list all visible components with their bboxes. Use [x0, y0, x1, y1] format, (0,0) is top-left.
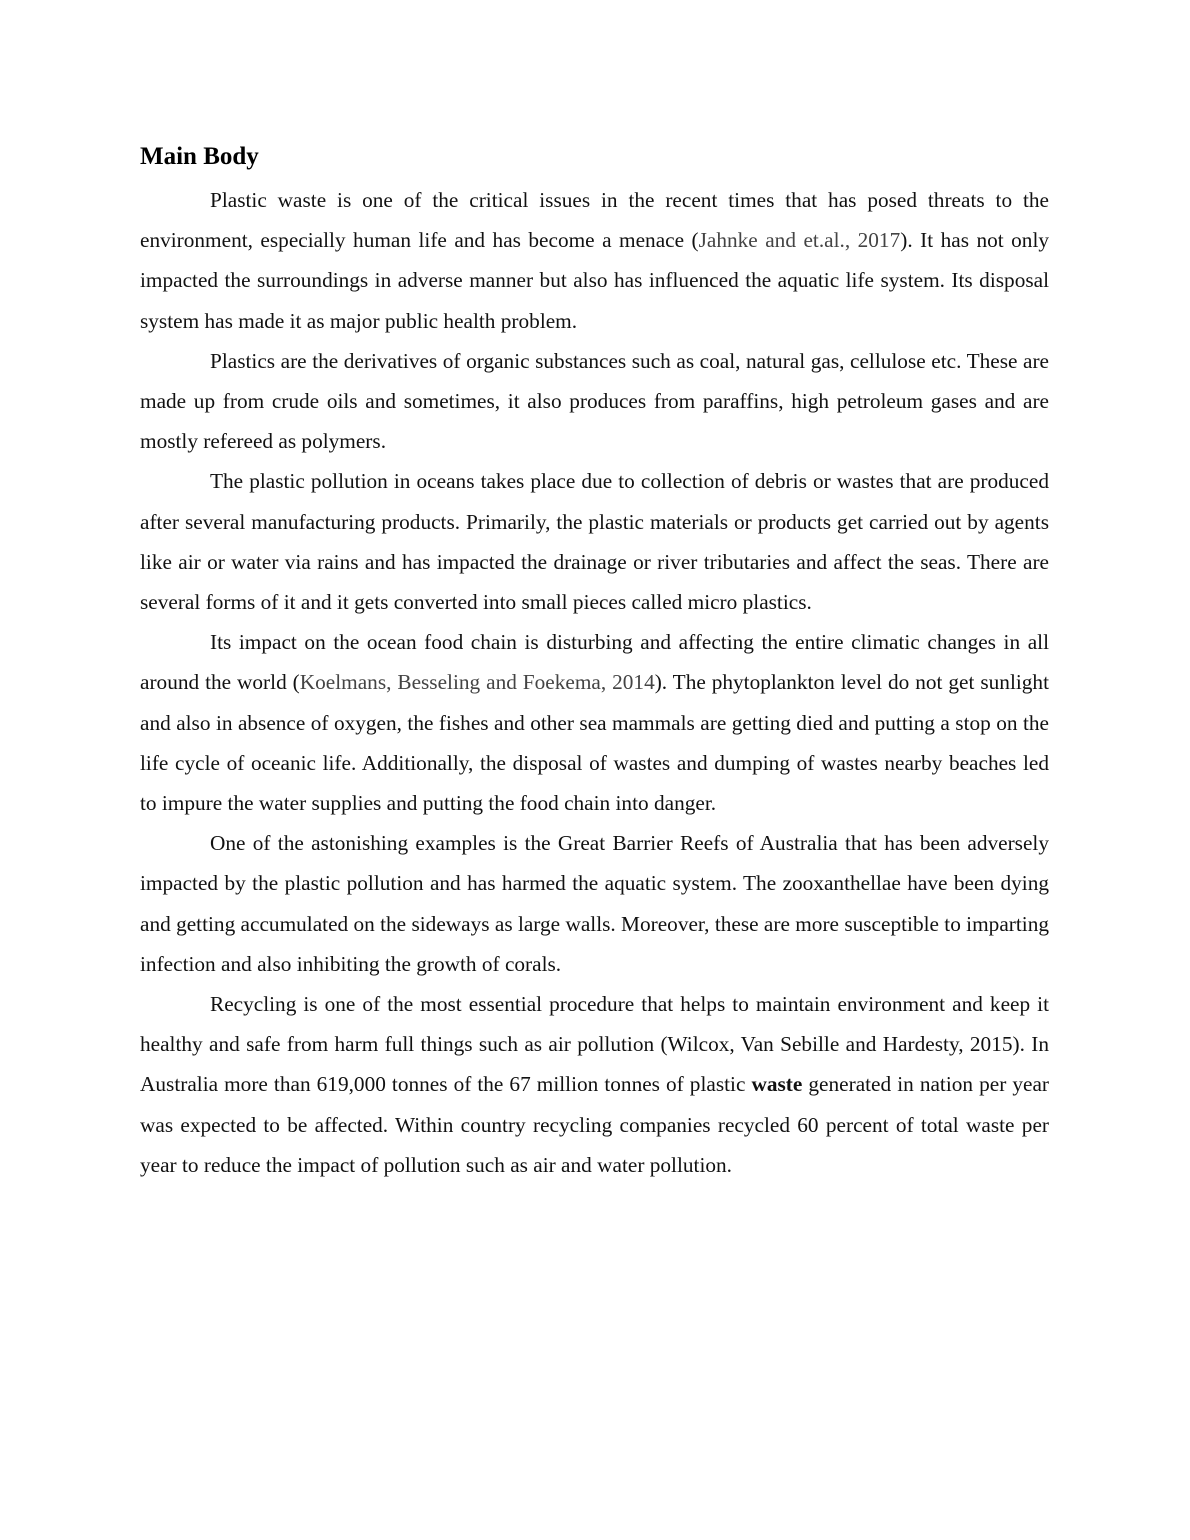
paragraph-text: ). The phytoplankton level do not get sunlight and also in absence of oxygen, the fishes and other sea mammals are getting died and putting a stop on the life cycle of oceanic life. Additionally, the disposal of wastes and dumping of wastes nearby beaches led to impure the water supplies and putting the food chain into danger. [140, 670, 1049, 816]
paragraph-text: Plastic waste is one of the critical issues in the recent times that has posed threats to the environment, especially human life and has become a menace ( [140, 188, 1049, 253]
paragraph-plastics-derivatives: Plastics are the derivatives of organic substances such as coal, natural gas, cellulose etc. These are made up from crude oils and sometimes, it also produces from paraffins, high petroleum gases and are mostly refereed as polymers. [140, 348, 1049, 454]
paragraph-recycling [140, 984, 1049, 1185]
paragraph-text: Its impact on the ocean food chain is disturbing and affecting the entire climatic changes in all around the world ( [140, 630, 1049, 695]
paragraph-text: ). It has not only impacted the surroundings in adverse manner but also has influenced the aquatic life system. Its disposal system has made it as major public health problem. [140, 228, 1050, 333]
paragraph-text: Recycling is one of the most essential procedure that helps to maintain environment and keep it healthy and safe from harm full things such as air pollution (Wilcox, Van Sebille and Hardesty, 2015). In Australia more than 619,000 tonnes of the 67 million tonnes of plastic [140, 992, 1049, 1097]
section-heading: Main Body [140, 143, 259, 170]
paragraph-great-barrier-reef: One of the astonishing examples is the Great Barrier Reefs of Australia that has been adversely impacted by the plastic pollution and has harmed the aquatic system. The zooxanthellae have been dying and getting accumulated on the sideways as large walls. Moreover, these are more susceptible to imparting infection and also inhibiting the growth of corals. [140, 831, 1049, 976]
paragraph-plastic-waste [140, 180, 1049, 341]
citation: Koelmans, Besseling and Foekema, 2014 [299, 670, 655, 695]
paragraph-ocean-pollution: The plastic pollution in oceans takes place due to collection of debris or wastes that are produced after several manufacturing products. Primarily, the plastic materials or products get carried out by agents like air or water via rains and has impacted the drainage or river tributaries and affect the seas. There are several forms of it and it gets converted into small pieces called micro plastics. [140, 469, 1049, 615]
paragraph-text: generated in nation per year was expected to be affected. Within country recycling companies recycled 60 percent of total waste per year to reduce the impact of pollution such as air and water pollution. [140, 1072, 1050, 1177]
document-page [140, 140, 1049, 1185]
bold-term: waste [751, 1072, 803, 1097]
paragraph-food-chain [140, 622, 1049, 823]
citation: Jahnke and et.al., 2017 [698, 228, 901, 253]
